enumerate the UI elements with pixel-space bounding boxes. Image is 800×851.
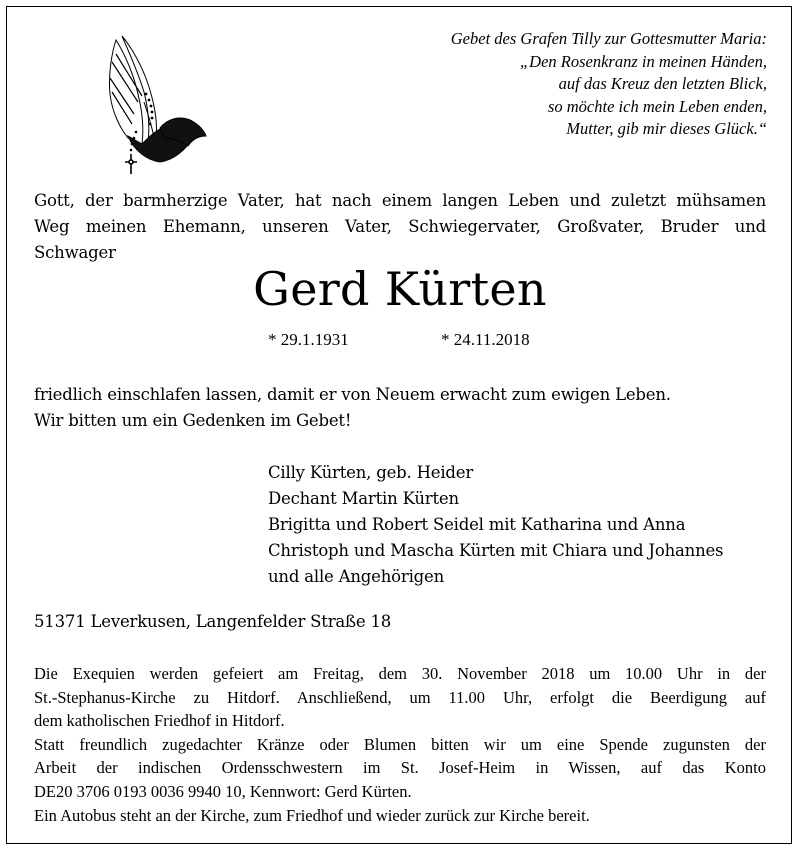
deceased-name: Gerd Kürten <box>253 262 547 316</box>
funeral-details <box>34 662 766 827</box>
mourner-entry: Christoph und Mascha Kürten mit Chiara und Johannes <box>268 541 724 560</box>
poem-line: Gebet des Grafen Tilly zur Gottesmutter Maria: <box>450 29 767 48</box>
intro-line: Gott, der barmherzige Vater, hat nach einem langen Leben und zuletzt mühsamen <box>34 191 766 210</box>
poem-line: auf das Kreuz den letzten Blick, <box>558 74 767 93</box>
details-line: Die Exequien werden gefeiert am Freitag, dem 30. November 2018 um 10.00 Uhr in der <box>34 664 766 683</box>
details-line: DE20 3706 0193 0036 9940 10, Kennwort: Gerd Kürten. <box>34 781 412 801</box>
poem-line: Mutter, gib mir dieses Glück.“ <box>566 119 767 138</box>
praying-hands-rosary-icon <box>98 32 208 177</box>
poem-line: so möchte ich mein Leben enden, <box>547 96 767 116</box>
mourner-entry: Brigitta und Robert Seidel mit Katharina und Anna <box>268 515 686 534</box>
poem-line: „Den Rosenkranz in meinen Händen, <box>519 51 767 71</box>
passing-line: Wir bitten um ein Gedenken im Gebet! <box>34 411 352 430</box>
intro-line: Weg meinen Ehemann, unseren Vater, Schwiegervater, Großvater, Bruder und <box>34 217 766 236</box>
mourner-entry: und alle Angehörigen <box>268 567 445 586</box>
death-date: * 24.11.2018 <box>441 330 530 349</box>
details-line: Statt freundlich zugedachter Kränze oder Blumen bitten wir um eine Spende zugunsten der <box>34 734 766 754</box>
birth-date: * 29.1.1931 <box>268 330 349 349</box>
intro-paragraph <box>34 188 766 266</box>
passing-paragraph <box>34 382 671 434</box>
details-line: Arbeit der indischen Ordensschwestern im St. Josef-Heim in Wissen, auf das Konto <box>34 758 766 778</box>
mourner-entry: Cilly Kürten, geb. Heider <box>268 463 474 482</box>
details-line: St.-Stephanus-Kirche zu Hitdorf. Anschließend, um 11.00 Uhr, erfolgt die Beerdigung auf <box>34 687 766 707</box>
mourners-list <box>268 460 723 590</box>
mourner-entry: Dechant Martin Kürten <box>268 489 459 508</box>
family-address: 51371 Leverkusen, Langenfelder Straße 18 <box>34 612 392 631</box>
intro-line: Schwager <box>34 243 116 262</box>
details-line: Ein Autobus steht an der Kirche, zum Friedhof und wieder zurück zur Kirche bereit. <box>34 805 590 825</box>
passing-line: friedlich einschlafen lassen, damit er von Neuem erwacht zum ewigen Leben. <box>34 385 671 404</box>
prayer-poem <box>327 28 767 141</box>
details-line: dem katholischen Friedhof in Hitdorf. <box>34 711 285 731</box>
